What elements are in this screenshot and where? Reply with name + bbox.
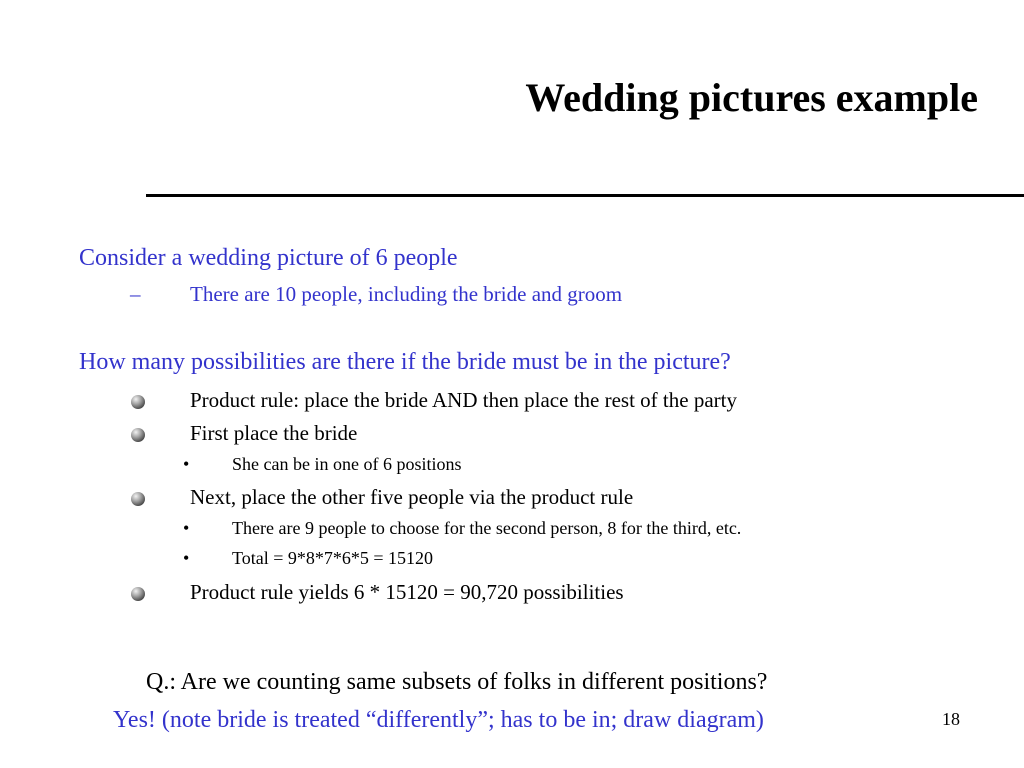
dot-bullet-icon: • bbox=[183, 454, 190, 474]
sphere-bullet-icon bbox=[131, 492, 145, 506]
bullet-product-yields: Product rule yields 6 * 15120 = 90,720 possibilities bbox=[190, 580, 624, 604]
sphere-bullet-icon bbox=[131, 587, 145, 601]
bullet-next-five-people: Next, place the other five people via the product rule bbox=[190, 485, 634, 509]
sub-point-ten-people: There are 10 people, including the bride and groom bbox=[190, 282, 623, 306]
title-underline bbox=[146, 194, 1024, 197]
bullet-first-place-bride: First place the bride bbox=[190, 421, 358, 445]
bullet-product-rule: Product rule: place the bride AND then place the rest of the party bbox=[190, 388, 737, 412]
sub-bullet-total: Total = 9*8*7*6*5 = 15120 bbox=[232, 548, 434, 568]
sub-bullet-nine-people: There are 9 people to choose for the second person, 8 for the third, etc. bbox=[232, 518, 742, 538]
dot-bullet-icon: • bbox=[183, 518, 190, 538]
point-bride-question: How many possibilities are there if the bride must be in the picture? bbox=[79, 349, 731, 375]
point-wedding-picture: Consider a wedding picture of 6 people bbox=[79, 245, 458, 271]
dot-bullet-icon: • bbox=[183, 548, 190, 568]
sub-bullet-six-positions: She can be in one of 6 positions bbox=[232, 454, 462, 474]
dash-marker: – bbox=[130, 282, 141, 306]
sphere-bullet-icon bbox=[131, 428, 145, 442]
page-number: 18 bbox=[942, 709, 960, 729]
footer-answer: Yes! (note bride is treated “differently”; has to be in; draw diagram) bbox=[113, 707, 764, 733]
footer-question: Q.: Are we counting same subsets of folks in different positions? bbox=[146, 669, 768, 695]
slide-title: Wedding pictures example bbox=[525, 75, 978, 120]
sphere-bullet-icon bbox=[131, 395, 145, 409]
